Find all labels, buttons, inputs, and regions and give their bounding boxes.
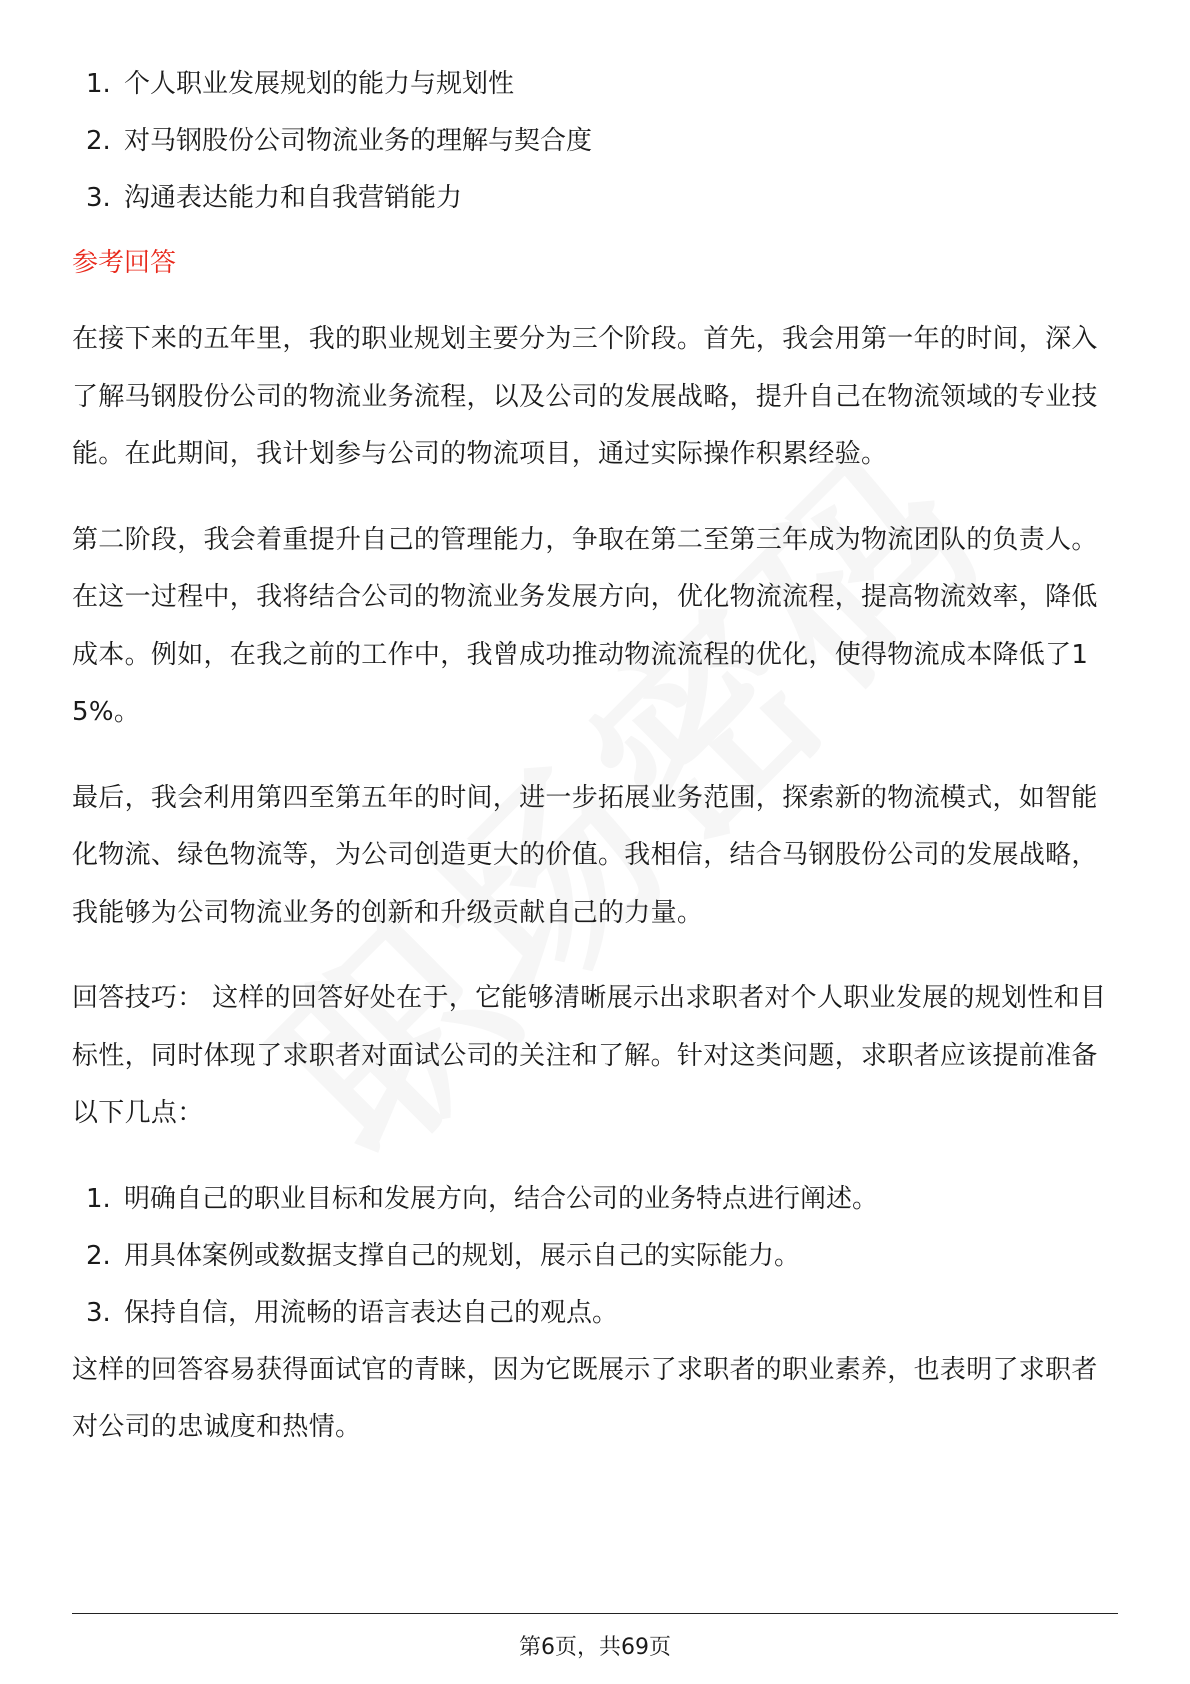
answer-tips-paragraph: 回答技巧： 这样的回答好处在于，它能够清晰展示出求职者对个人职业发展的规划性和目标性，同时体现了求职者对面试公司的关注和了解。针对这类问题，求职者应该提前准备以下几点： (72, 983, 1107, 1128)
list-item-text: 用具体案例或数据支撑自己的规划，展示自己的实际能力。 (124, 1240, 801, 1271)
list-item: 2. 对马钢股份公司物流业务的理解与契合度 (86, 126, 593, 156)
list-item: 2. 用具体案例或数据支撑自己的规划，展示自己的实际能力。 (86, 1240, 801, 1271)
paragraph: 第二阶段，我会着重提升自己的管理能力，争取在第二至第三年成为物流团队的负责人。在这一过程中，我将结合公司的物流业务发展方向，优化物流流程，提高物流效率，降低成本。例如，在我之前的工作中，我曾成功推动物流流程的优化，使得物流成本降低了15%。 (72, 524, 1098, 727)
paragraph: 最后，我会利用第四至第五年的时间，进一步拓展业务范围，探索新的物流模式，如智能化物流、绿色物流等，为公司创造更大的价值。我相信，结合马钢股份公司的发展战略，我能够为公司物流业务的创新和升级贡献自己的力量。 (72, 782, 1098, 928)
closing-paragraph: 这样的回答容易获得面试官的青睐，因为它既展示了求职者的职业素养，也表明了求职者对公司的忠诚度和热情。 (72, 1354, 1098, 1442)
page-number: 第6页，共69页 (519, 1635, 671, 1660)
footer-divider (72, 1613, 1118, 1614)
list-item: 3. 保持自信，用流畅的语言表达自己的观点。 (86, 1297, 619, 1328)
list-item: 3. 沟通表达能力和自我营销能力 (86, 183, 463, 213)
paragraph: 在接下来的五年里，我的职业规划主要分为三个阶段。首先，我会用第一年的时间，深入了解马钢股份公司的物流业务流程，以及公司的发展战略，提升自己在物流领域的专业技能。在此期间，我计划参与公司的物流项目，通过实际操作积累经验。 (72, 324, 1098, 469)
list-item-text: 明确自己的职业目标和发展方向，结合公司的业务特点进行阐述。 (124, 1183, 879, 1214)
tips-numbered-list (72, 1171, 1120, 1342)
list-item-text: 个人职业发展规划的能力与规划性 (124, 69, 515, 99)
section-title: 参考回答 (72, 248, 177, 278)
list-item: 1. 个人职业发展规划的能力与规划性 (86, 69, 515, 99)
list-item-text: 保持自信，用流畅的语言表达自己的观点。 (124, 1297, 619, 1328)
list-item-text: 沟通表达能力和自我营销能力 (124, 183, 463, 213)
document-page (72, 56, 1120, 1485)
list-item-text: 对马钢股份公司物流业务的理解与契合度 (124, 126, 593, 156)
list-item: 1. 明确自己的职业目标和发展方向，结合公司的业务特点进行阐述。 (86, 1183, 879, 1214)
top-numbered-list (72, 56, 1120, 227)
